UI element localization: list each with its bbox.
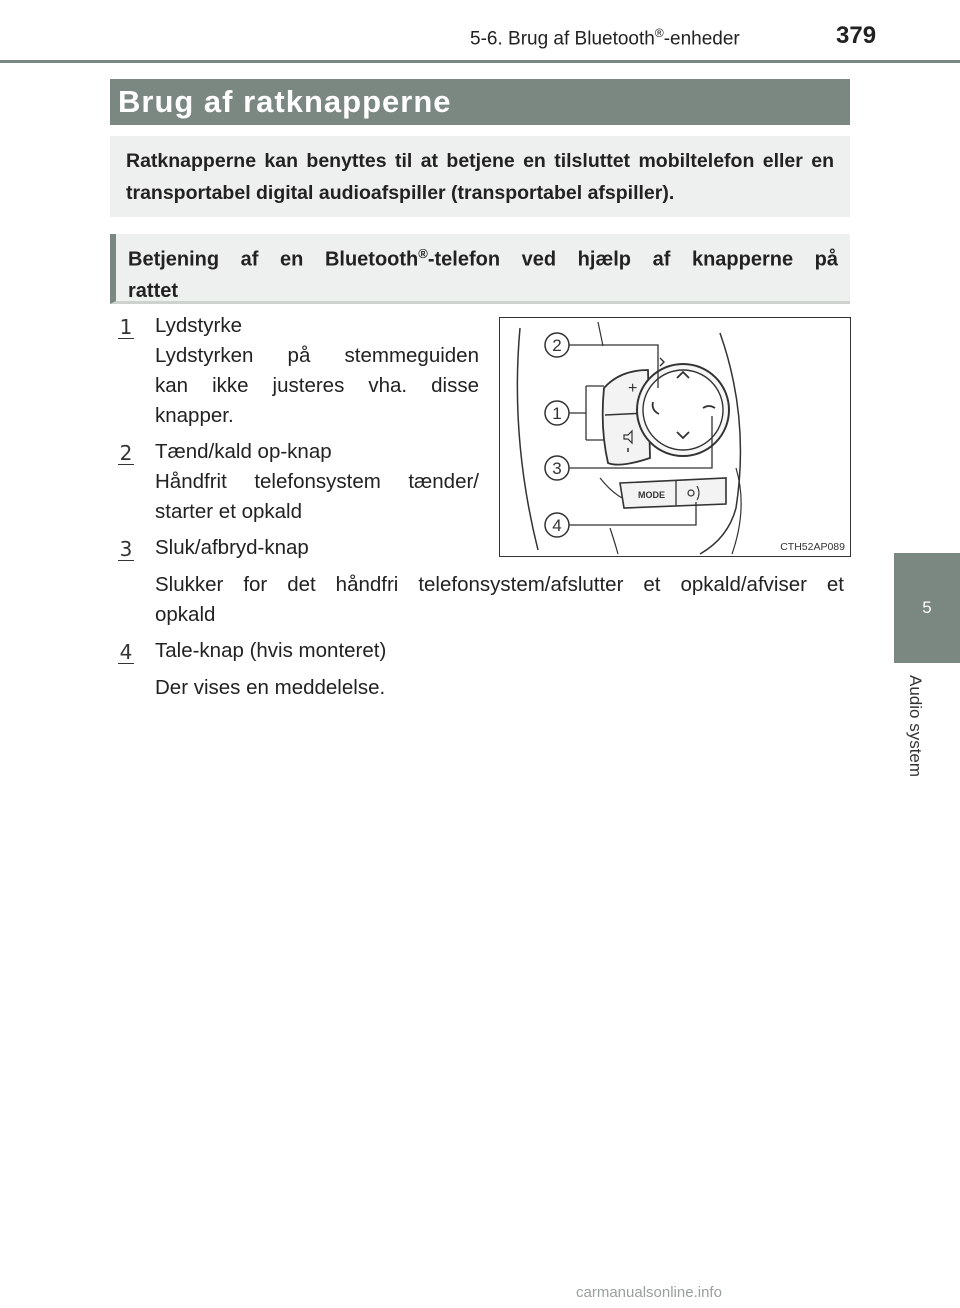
chapter-tab: 5: [894, 553, 960, 663]
item-desc-3-line-1: Slukker for det håndfri telefonsystem/afslutter et opkald/afviser et: [155, 573, 844, 596]
figure-code: CTH52AP089: [780, 541, 845, 553]
wheel-outline-left: [517, 328, 538, 550]
item-desc-2-line-1: Håndfrit telefonsystem tænder/: [155, 470, 479, 493]
intro-text: Ratknapperne kan benyttes til at betjene en tilsluttet mobiltelefon eller en transportabel digital audioafspiller (transportabel afspiller).: [126, 150, 834, 204]
svg-text:2: 2: [552, 336, 562, 355]
watermark: carmanualsonline.info: [576, 1284, 722, 1301]
item-desc-1-line-1: Lydstyrken på stemmeguiden: [155, 344, 479, 367]
item-number-2: 2: [119, 441, 133, 465]
callout-3: [545, 456, 569, 480]
section-title-suffix: -enheder: [663, 28, 740, 50]
svg-text:1: 1: [552, 404, 562, 423]
item-number-3: 3: [119, 537, 133, 561]
callout-2: [545, 333, 569, 357]
item-desc-1-line-2: kan ikke justeres vha. disse: [155, 374, 479, 397]
item-title-1: Lydstyrke: [155, 314, 242, 337]
item-desc-3-line-2: opkald: [155, 603, 216, 626]
intro-box: [110, 136, 850, 217]
wheel-detail-line: [598, 322, 603, 346]
subheading-text: Betjening af en Bluetooth: [128, 248, 419, 271]
chapter-label: Audio system: [906, 675, 925, 778]
steering-switch-illustration: [500, 318, 850, 556]
registered-mark: ®: [418, 246, 428, 261]
item-number-1: 1: [119, 315, 133, 339]
page-number: 379: [836, 22, 877, 49]
registered-mark: ®: [654, 26, 664, 40]
item-title-4: Tale-knap (hvis monteret): [155, 639, 387, 662]
item-title-3: Sluk/afbryd-knap: [155, 536, 309, 559]
item-title-2: Tænd/kald op-knap: [155, 440, 332, 463]
subheading-line-1: [128, 238, 838, 276]
item-number-4: 4: [119, 640, 133, 664]
callout-4: [545, 513, 569, 537]
item-desc-1-line-3: knapper.: [155, 404, 234, 427]
item-desc-4-line-1: Der vises en meddelelse.: [155, 676, 386, 699]
chevron-right-icon: [660, 358, 664, 366]
running-header: [470, 26, 740, 50]
section-heading: Brug af ratknapperne: [110, 79, 850, 125]
item-desc-2-line-2: starter et opkald: [155, 500, 302, 523]
subheading-line-2: rattet: [128, 279, 179, 302]
svg-text:4: 4: [552, 516, 562, 535]
mode-button-label: MODE: [638, 490, 665, 500]
spoke-line-lower: [610, 528, 618, 554]
subheading-text-suffix: -telefon ved hjælp af knapperne på: [427, 248, 838, 271]
subheading-box: [110, 234, 850, 304]
volume-up-symbol: +: [628, 380, 638, 397]
svg-text:3: 3: [552, 459, 562, 478]
steering-switch-figure: [499, 317, 851, 557]
callout-1: [545, 401, 569, 425]
header-divider: [0, 60, 960, 63]
section-title: 5-6. Brug af Bluetooth: [470, 28, 655, 50]
mode-talk-panel: [620, 478, 726, 508]
